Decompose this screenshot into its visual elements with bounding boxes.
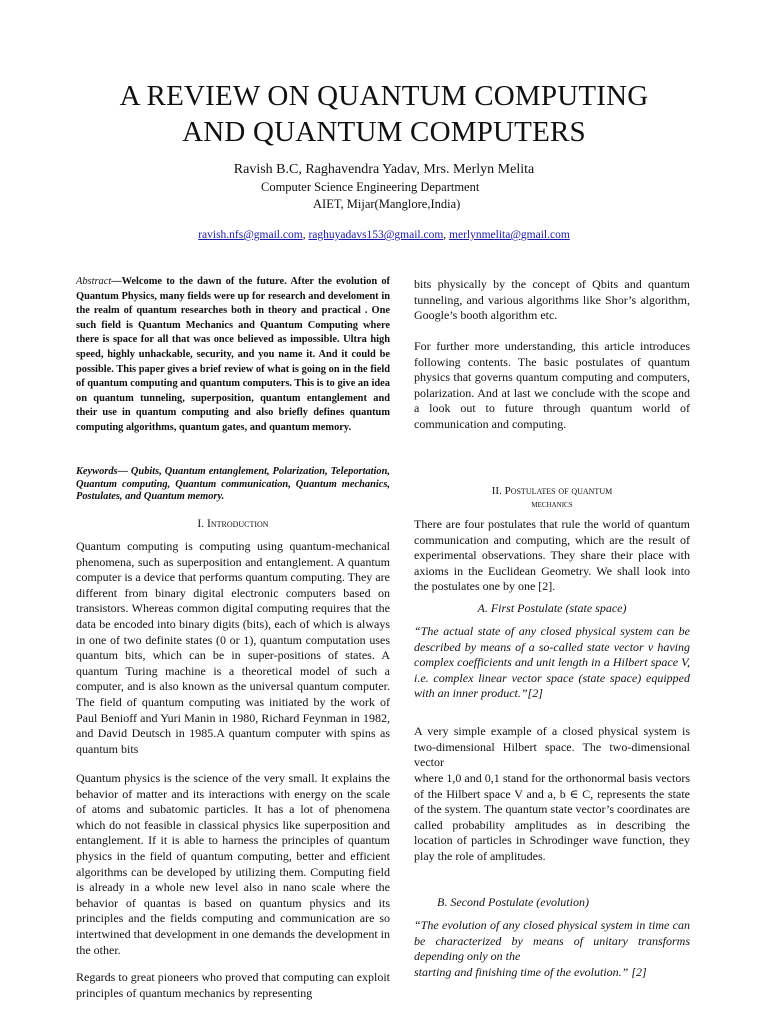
right-text-1: bits physically by the concept of Qbits and quantum tunneling, and various algorithms like Shor’s algorithm, Google’s booth algorithm etc.: [414, 277, 690, 323]
email-link-3[interactable]: merlynmelita@gmail.com: [449, 229, 570, 241]
right-text-3: There are four postulates that rule the world of quantum communication and computing, which are the result of experimental observations. They share their place with axioms in the Euclidean Geometry. We shall look into the postulates one by one [2].: [414, 517, 690, 594]
section-1-title: Introduction: [206, 518, 269, 530]
right-paragraph-4: [414, 724, 690, 771]
keywords-block: [76, 466, 390, 504]
right-paragraph-3: [414, 517, 690, 595]
right-text-2: For further more understanding, this article introduces following contents. The basic postulates of quantum physics that governs quantum computing and computers, polarization. And at last we conclude with the scope and a look out to future through quantum world of communication and computing.: [414, 339, 690, 431]
section-1-heading: [76, 517, 390, 533]
email-link-2[interactable]: raghuyadavs153@gmail.com: [308, 229, 444, 241]
section-2-title-line-2: mechanics: [531, 499, 573, 510]
abstract-label: Abstract: [76, 276, 112, 287]
affiliation-department: Computer Science Engineering Department: [261, 180, 480, 194]
intro-paragraph-1: [76, 539, 390, 757]
email-link-1[interactable]: ravish.nfs@gmail.com: [198, 229, 303, 241]
postulate-b-text-2: starting and finishing time of the evolution.” [2]: [414, 964, 647, 979]
right-text-4: A very simple example of a closed physical system is two-dimensional Hilbert space. The two-dimensional vector: [414, 724, 690, 770]
postulate-b-text-1: “The evolution of any closed physical system in time can be characterized by means of unitary transforms depending only on the: [414, 918, 690, 964]
abstract-text: —Welcome to the dawn of the future. After the evolution of Quantum Physics, many fields were up for research and develoment in the realm of quantum researches both in theory and practical . One such field is Quantum Mechanics and Quantum Computing where there is space for all that was once believed as impossible. Ultra high speed, highly unhackable, security, and you name it. And it could be possible. This paper gives a brief review of what is going on in the field of quantum computing and quantum computers. This is to give an idea on quantum tunneling, superposition, quantum entanglement and their use in quantum computing and also briefly defines quantum computing algorithms, quantum gates, and quantum memory.: [76, 276, 390, 433]
postulate-a-text: “The actual state of any closed physical system can be described by means of a so-called state vector v having complex coefficients and unit length in a Hilbert space V, i.e. complex linear vector space (state space) equipped with an inner product.”[2]: [414, 624, 690, 701]
affiliation-institute: AIET, Mijar(Manglore,India): [313, 197, 461, 211]
intro-text-2: Quantum physics is the science of the very small. It explains the behavior of matter and its interactions with energy on the scale of atoms and subatomic particles. It has a lot of phenomena which do not feasible in classical physics like superposition and entanglement. If it is able to harness the principles of quantum physics in the field of quantum computing, better and efficient algorithms can be developed by utilizing them. Computing field is already in a whole new level also in nano scale where the behavior of quantas is based on quantum physics and its principles and the fields computing and communication are so intertwined that development in one demands the development in the other.: [76, 771, 390, 957]
right-paragraph-2: [414, 339, 690, 433]
intro-text-1: Quantum computing is computing using quantum-mechanical phenomena, such as superposition and entanglement. A quantum computer is a device that performs quantum computing. They are different from binary digital electronic computers based on transistors. Whereas common digital computing requires that the data be encoded into binary digits (bits), each of which is always in one of two definite states (0 or 1), quantum computation uses quantum bits, which can be in super-positions of states. A quantum Turing machine is a theoretical model of such a computer, and is also known as the universal quantum computer. The field of quantum computing was initiated by the work of Paul Benioff and Yuri Manin in 1980, Richard Feynman in 1982, and David Deutsch in 1985.A quantum computer with spins as quantum bits: [76, 539, 390, 756]
paper-title: [0, 78, 768, 150]
postulate-b-quote: [414, 918, 690, 980]
intro-paragraph-3: [76, 970, 390, 1001]
section-2-heading: [414, 484, 690, 512]
right-paragraph-1: [414, 277, 690, 324]
section-2-title-line-1: II. Postulates of quantum: [491, 485, 613, 497]
section-1-numeral: I.: [197, 518, 207, 530]
subsection-a-heading: A. First Postulate (state space): [477, 601, 627, 615]
abstract-block: [76, 275, 390, 436]
intro-text-3: Regards to great pioneers who proved that computing can exploit principles of quantum mechanics by representing: [76, 970, 390, 1000]
keywords-label: Keywords—: [76, 466, 128, 477]
keywords-text: Qubits, Quantum entanglement, Polarization, Teleportation, Quantum computing, Quantum communication, Quantum mechanics, Postulates, and Quantum memory.: [76, 466, 390, 503]
title-line-1: A REVIEW ON QUANTUM COMPUTING: [119, 80, 649, 112]
title-line-2: AND QUANTUM COMPUTERS: [182, 116, 586, 148]
intro-paragraph-2: [76, 771, 390, 958]
postulate-a-quote: [414, 624, 690, 702]
subsection-b-heading: B. Second Postulate (evolution): [437, 895, 589, 909]
authors: Ravish B.C, Raghavendra Yadav, Mrs. Merlyn Melita: [233, 162, 535, 177]
right-paragraph-5: [414, 771, 690, 865]
author-emails: ravish.nfs@gmail.com, raghuyadavs153@gmail.com, merlynmelita@gmail.com: [198, 229, 570, 241]
right-text-5: where 1,0 and 0,1 stand for the orthonormal basis vectors of the Hilbert space V and a, b ∈ C, represents the state of the system. The quantum state vector’s coordinates are called probability amplitudes as in describing the location of particles in Schrodinger wave function, they play the role of amplitudes.: [414, 771, 690, 863]
